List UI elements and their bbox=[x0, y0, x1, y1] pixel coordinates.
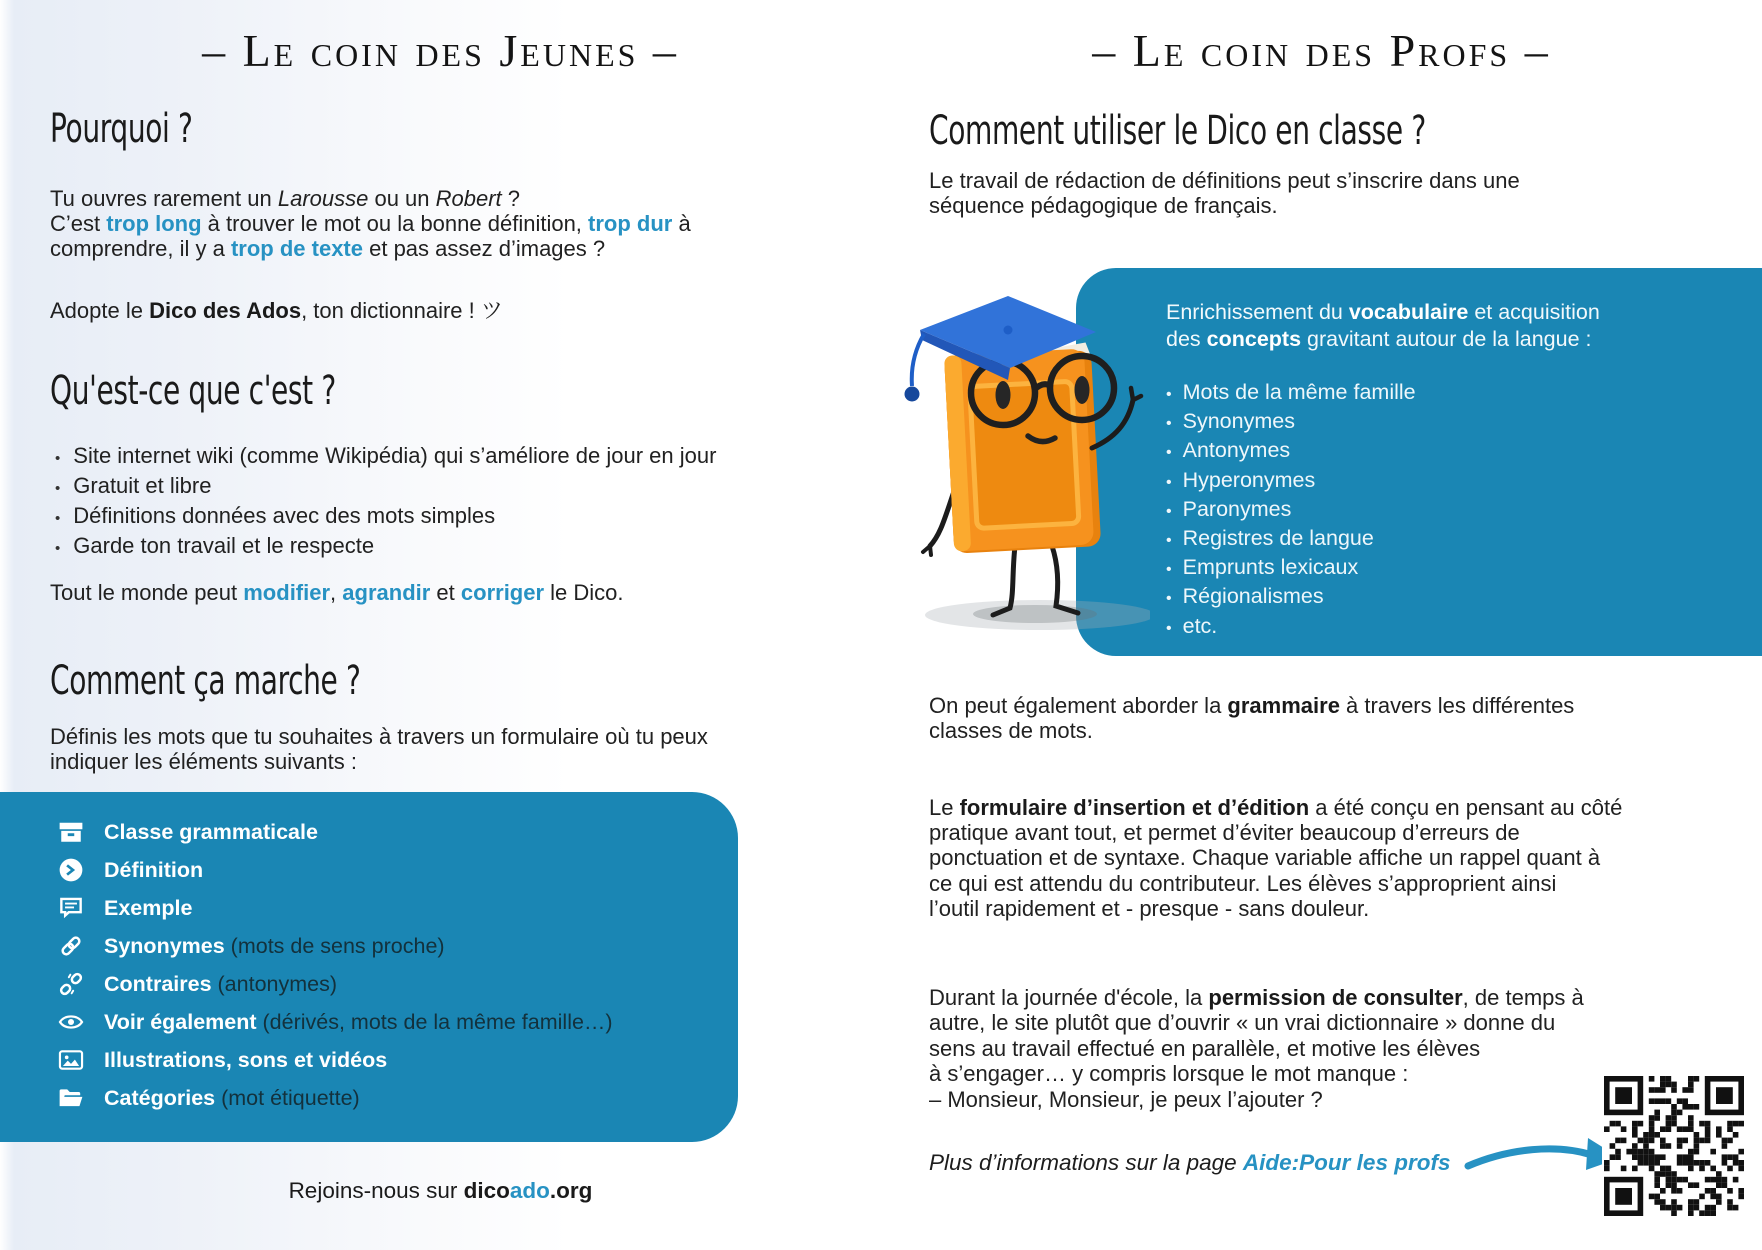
bullet-item bbox=[1166, 554, 1762, 583]
heading-quest-ce-que-cest: Qu'est-ce que c'est ? bbox=[50, 368, 336, 414]
text-segment: et bbox=[430, 580, 461, 605]
bullet-dot: • bbox=[55, 510, 61, 527]
form-element-label: Voir également bbox=[104, 1009, 257, 1034]
form-element-note: (dérivés, mots de la même famille…) bbox=[256, 1009, 613, 1034]
paragraph-insertion-form bbox=[929, 795, 1689, 921]
text-segment: des bbox=[1166, 327, 1207, 351]
text-segment: Dico des Ados bbox=[149, 298, 302, 323]
text-segment: indiquer les éléments suivants : bbox=[50, 749, 357, 774]
dico-mascot bbox=[900, 288, 1150, 633]
comment-icon bbox=[58, 895, 84, 921]
bullet-dot: • bbox=[55, 540, 61, 557]
text-line bbox=[929, 1061, 1689, 1086]
paragraph-everyone-can-edit bbox=[50, 580, 830, 605]
bullet-item bbox=[1166, 613, 1762, 642]
text-segment: le Dico. bbox=[544, 580, 624, 605]
qr-code bbox=[1602, 1076, 1746, 1216]
right-page-title: – Le coin des Profs – bbox=[1092, 25, 1551, 76]
text-line bbox=[1166, 299, 1762, 326]
text-line bbox=[929, 718, 1689, 743]
text-segment: Robert bbox=[435, 186, 502, 211]
form-element-label: Exemple bbox=[104, 895, 193, 920]
bullet-item bbox=[50, 532, 850, 562]
eye-icon bbox=[58, 1009, 84, 1035]
text-line bbox=[50, 724, 830, 749]
text-segment: formulaire d’insertion et d’édition bbox=[959, 795, 1310, 820]
bullet-text: Définitions données avec des mots simples bbox=[73, 503, 496, 528]
form-element-row bbox=[0, 889, 738, 927]
bullet-item bbox=[50, 442, 850, 472]
text-segment: pratique avant tout, et permet d’éviter beaucoup d’erreurs de bbox=[929, 820, 1520, 846]
text-segment: – Monsieur, Monsieur, je peux l’ajouter ? bbox=[929, 1086, 1323, 1112]
bullet-dot: • bbox=[1166, 444, 1172, 462]
bullet-item bbox=[1166, 496, 1762, 525]
text-segment: ou un bbox=[368, 186, 436, 211]
archive-icon bbox=[58, 819, 84, 845]
site-name[interactable]: ado bbox=[509, 1178, 550, 1203]
text-segment: ? bbox=[501, 186, 521, 211]
text-line bbox=[929, 896, 1689, 921]
bullet-item bbox=[1166, 525, 1762, 554]
text-line bbox=[1166, 326, 1762, 353]
text-segment: classes de mots. bbox=[929, 718, 1093, 743]
bullet-item bbox=[1166, 379, 1762, 408]
text-segment: à travers les différentes bbox=[1339, 693, 1575, 718]
form-element-label: Classe grammaticale bbox=[104, 819, 318, 844]
form-element-label: Définition bbox=[104, 857, 204, 882]
text-line bbox=[929, 1036, 1689, 1061]
text-segment: On peut également aborder la bbox=[929, 693, 1228, 718]
text-segment: corriger bbox=[460, 580, 545, 605]
form-element-row bbox=[0, 1079, 738, 1117]
text-segment: autre, le site plutôt que d’ouvrir « un vrai dictionnaire » donne du bbox=[929, 1010, 1556, 1036]
text-line bbox=[929, 168, 1689, 193]
form-element-row bbox=[0, 813, 738, 851]
site-name[interactable]: .org bbox=[549, 1178, 593, 1203]
chevron-circle-icon bbox=[58, 857, 84, 883]
heading-comment-ca-marche: Comment ça marche ? bbox=[50, 658, 361, 704]
paragraph-adopt bbox=[50, 298, 830, 323]
bullet-dot: • bbox=[55, 450, 61, 467]
text-line bbox=[929, 1087, 1689, 1112]
text-segment: l’outil rapidement et - presque - sans douleur. bbox=[929, 895, 1370, 921]
form-element-label: Illustrations, sons et vidéos bbox=[104, 1047, 388, 1072]
bullet-text: Registres de langue bbox=[1182, 526, 1374, 551]
bullet-item bbox=[1166, 408, 1762, 437]
text-line bbox=[929, 1010, 1689, 1035]
bullet-text: Site internet wiki (comme Wikipédia) qui s’améliore de jour en jour bbox=[73, 443, 717, 468]
bullet-item bbox=[1166, 467, 1762, 496]
text-segment: séquence pédagogique de français. bbox=[929, 193, 1278, 218]
bullet-dot: • bbox=[1166, 619, 1172, 637]
what-bullet-list bbox=[50, 442, 850, 562]
text-segment: et pas assez d’images ? bbox=[363, 236, 606, 261]
text-line bbox=[929, 795, 1689, 820]
text-segment: à trouver le mot ou la bonne définition, bbox=[201, 211, 589, 236]
bullet-dot: • bbox=[1166, 415, 1172, 433]
text-segment: Rejoins-nous sur bbox=[288, 1178, 464, 1203]
join-us-footer bbox=[0, 1178, 881, 1204]
text-line bbox=[50, 236, 830, 261]
form-element-label: Catégories bbox=[104, 1085, 216, 1110]
bullet-dot: • bbox=[1166, 386, 1172, 403]
form-element-note: (mots de sens proche) bbox=[224, 933, 445, 958]
bullet-text: Garde ton travail et le respecte bbox=[73, 533, 375, 558]
text-segment: Larousse bbox=[277, 186, 369, 211]
text-line bbox=[50, 186, 830, 211]
heading-comment-utiliser: Comment utiliser le Dico en classe ? bbox=[929, 108, 1426, 154]
text-segment: agrandir bbox=[342, 580, 431, 605]
text-segment: comprendre, il y a bbox=[50, 236, 231, 261]
bullet-dot: • bbox=[1166, 473, 1172, 491]
form-element-row bbox=[0, 965, 738, 1003]
text-segment: à s’engager… y compris lorsque le mot manque : bbox=[929, 1061, 1409, 1087]
box-intro bbox=[1166, 299, 1762, 353]
text-segment: concepts bbox=[1206, 327, 1302, 351]
text-segment: trop long bbox=[106, 211, 202, 236]
form-element-row bbox=[0, 1003, 738, 1041]
form-element-row bbox=[0, 851, 738, 889]
bullet-item bbox=[50, 472, 850, 502]
form-element-row bbox=[0, 1041, 738, 1079]
text-line bbox=[929, 820, 1689, 845]
aide-pour-les-profs-link[interactable]: Aide:Pour les profs bbox=[1242, 1150, 1451, 1175]
image-icon bbox=[58, 1047, 84, 1073]
bullet-text: Paronymes bbox=[1182, 496, 1292, 521]
text-segment: Plus d’informations sur la page bbox=[929, 1150, 1243, 1175]
text-segment: Adopte le bbox=[50, 298, 150, 323]
text-segment: ce qui est attendu du contributeur. Les élèves s’approprient ainsi bbox=[929, 870, 1557, 896]
left-page-title: – Le coin des Jeunes – bbox=[202, 25, 679, 76]
text-segment: vocabulaire bbox=[1348, 300, 1469, 324]
text-segment: , ton dictionnaire ! ツ bbox=[301, 298, 503, 323]
folder-icon bbox=[58, 1085, 84, 1111]
paragraph-form-intro bbox=[50, 724, 830, 774]
text-segment: sens au travail effectué en parallèle, et motive les élèves bbox=[929, 1035, 1481, 1061]
text-line bbox=[929, 845, 1689, 870]
paragraph-grammar bbox=[929, 693, 1689, 743]
text-segment: , de temps à bbox=[1462, 985, 1584, 1010]
paragraph-permission bbox=[929, 985, 1689, 1112]
form-element-note: (mot étiquette) bbox=[215, 1085, 360, 1110]
arrow-to-qr-icon bbox=[1462, 1126, 1622, 1198]
bullet-dot: • bbox=[1166, 561, 1172, 579]
text-line bbox=[929, 985, 1689, 1010]
text-segment: Le bbox=[929, 795, 960, 820]
bullet-text: etc. bbox=[1182, 613, 1218, 638]
bullet-text: Gratuit et libre bbox=[73, 473, 212, 498]
bullet-dot: • bbox=[1166, 532, 1172, 550]
text-segment: a été conçu en pensant au côté bbox=[1309, 795, 1623, 820]
text-segment: grammaire bbox=[1227, 693, 1340, 718]
bullet-item bbox=[50, 502, 850, 532]
text-segment: gravitant autour de la langue : bbox=[1301, 327, 1592, 351]
text-segment: Le travail de rédaction de définitions peut s’inscrire dans une bbox=[929, 168, 1520, 193]
form-element-label: Contraires bbox=[104, 971, 212, 996]
paragraph-why bbox=[50, 186, 830, 261]
text-segment: et acquisition bbox=[1468, 300, 1600, 324]
text-segment: Tout le monde peut bbox=[50, 580, 244, 605]
paragraph-use-intro bbox=[929, 168, 1689, 218]
text-segment: , bbox=[330, 580, 343, 605]
bullet-text: Régionalismes bbox=[1182, 584, 1324, 609]
more-info-line bbox=[929, 1150, 1450, 1176]
bullet-text: Mots de la même famille bbox=[1182, 380, 1416, 404]
text-line bbox=[50, 749, 830, 774]
text-segment: Définis les mots que tu souhaites à travers un formulaire où tu peux bbox=[50, 724, 708, 749]
form-element-note: (antonymes) bbox=[211, 971, 338, 996]
text-line bbox=[929, 871, 1689, 896]
bullet-text: Hyperonymes bbox=[1182, 467, 1316, 492]
bullet-dot: • bbox=[1166, 590, 1172, 608]
text-segment: C’est bbox=[50, 211, 107, 236]
text-line bbox=[929, 693, 1689, 718]
form-element-label: Synonymes bbox=[104, 933, 225, 958]
text-segment: à bbox=[672, 211, 691, 236]
bullet-text: Synonymes bbox=[1182, 409, 1295, 434]
concepts-bullet-list bbox=[1166, 379, 1762, 642]
text-line bbox=[929, 193, 1689, 218]
text-segment: modifier bbox=[243, 580, 331, 605]
form-element-row bbox=[0, 927, 738, 965]
vocabulary-concepts-box bbox=[1076, 268, 1762, 656]
site-name[interactable]: dico bbox=[463, 1178, 510, 1203]
text-segment: Durant la journée d'école, la bbox=[929, 985, 1209, 1010]
text-segment: trop dur bbox=[588, 211, 673, 236]
bullet-text: Emprunts lexicaux bbox=[1182, 555, 1359, 580]
text-segment: ponctuation et de syntaxe. Chaque variable affiche un rappel quant à bbox=[929, 845, 1601, 871]
text-line bbox=[50, 211, 830, 236]
heading-pourquoi: Pourquoi ? bbox=[50, 106, 193, 152]
text-segment: trop de texte bbox=[230, 236, 363, 261]
form-elements-box bbox=[0, 792, 738, 1142]
text-segment: permission de consulter bbox=[1208, 985, 1463, 1010]
bullet-dot: • bbox=[1166, 502, 1172, 520]
text-segment: Enrichissement du bbox=[1166, 300, 1349, 324]
bullet-item bbox=[1166, 583, 1762, 612]
bullet-dot: • bbox=[55, 480, 61, 497]
bullet-item bbox=[1166, 437, 1762, 466]
bullet-text: Antonymes bbox=[1182, 438, 1291, 463]
unlink-icon bbox=[58, 971, 84, 997]
text-segment: Tu ouvres rarement un bbox=[50, 186, 278, 211]
link-icon bbox=[58, 933, 84, 959]
